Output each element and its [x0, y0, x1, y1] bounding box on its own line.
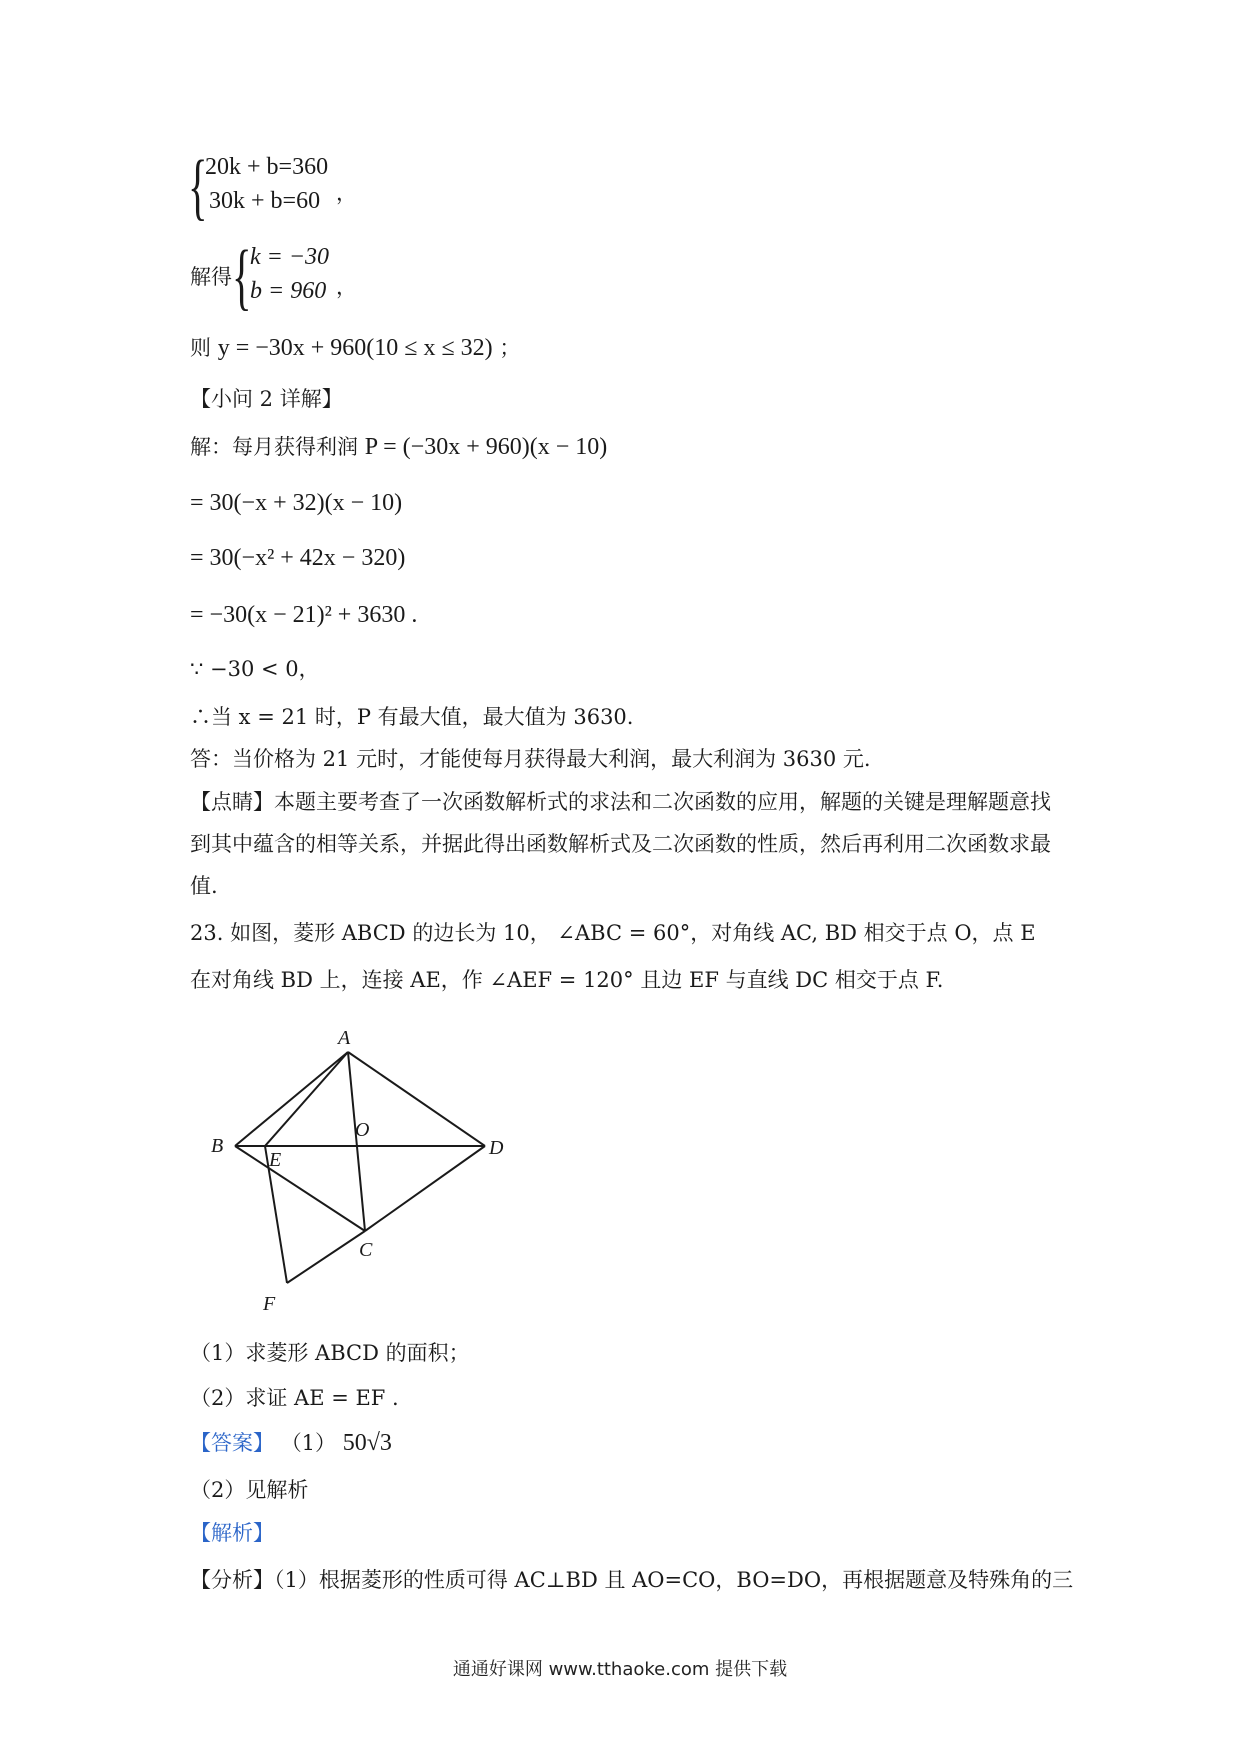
answer-line	[190, 1428, 392, 1458]
analysis-line: 【分析】（1）根据菱形的性质可得 AC⊥BD 且 AO=CO，BO=DO，再根据题意及特殊角的三	[190, 1568, 1074, 1592]
punctuation: ，	[336, 181, 357, 205]
analysis-tag: 【解析】	[190, 1521, 274, 1545]
solution-line: ∴当 x = 21 时，P 有最大值，最大值为 3630.	[190, 705, 634, 729]
equation: 30k + b=60	[209, 188, 321, 214]
segment-ae	[265, 1052, 348, 1146]
solution-line: 答：当价格为 21 元时，才能使每月获得最大利润，最大利润为 3630 元.	[190, 747, 871, 771]
label-o: O	[355, 1119, 370, 1141]
label-a: A	[338, 1030, 351, 1049]
section-header: 【小问 2 详解】	[190, 387, 343, 411]
equation-system-1	[205, 150, 328, 218]
equation: b = 960	[250, 278, 327, 304]
left-brace: {	[232, 236, 252, 318]
formula: P = (−30x + 960)(x − 10)	[364, 434, 608, 460]
rhombus-figure	[205, 1030, 525, 1320]
question-1: （1）求菱形 ABCD 的面积；	[190, 1341, 470, 1365]
page-footer: 通通好课网 www.tthaoke.com 提供下载	[452, 1659, 788, 1680]
segment-dc	[365, 1146, 485, 1231]
label-e: E	[269, 1149, 282, 1171]
equation: k = −30	[250, 244, 330, 270]
problem-23-line-1: 23. 如图，菱形 ABCD 的边长为 10， ∠ABC = 60°，对角线 AC, BD 相交于点 O，点 E	[190, 921, 1036, 945]
text: 解：每月获得利润	[190, 435, 358, 459]
answer-tag: 【答案】	[190, 1431, 274, 1455]
equation: 20k + b=360	[205, 154, 329, 180]
segment-bc	[235, 1146, 365, 1231]
function-result	[190, 333, 520, 363]
formula: y = −30x + 960(10 ≤ x ≤ 32)	[217, 335, 493, 361]
question-2: （2）求证 AE = EF .	[190, 1386, 399, 1410]
label-c: C	[359, 1239, 373, 1261]
text: （1）	[280, 1431, 337, 1455]
solution-line: ∵ −30 < 0，	[190, 657, 320, 681]
equation-system-2	[250, 240, 329, 308]
text: 则	[190, 336, 211, 360]
comment-paragraph: 【点睛】本题主要考查了一次函数解析式的求法和二次函数的应用，解题的关键是理解题意找到其中蕴含的相等关系，并据此得出函数解析式及二次函数的性质，然后再利用二次函数求最值.	[190, 790, 1051, 898]
label-f: F	[263, 1293, 276, 1315]
solution-line: = 30(−x² + 42x − 320)	[190, 545, 406, 571]
answer-value: 50√3	[342, 1430, 392, 1456]
label-d: D	[489, 1137, 504, 1159]
text: ；	[499, 336, 521, 360]
left-brace: {	[188, 146, 208, 228]
segment-ab	[235, 1052, 348, 1146]
punctuation: ，	[336, 275, 357, 299]
solution-line	[190, 432, 607, 462]
segment-fc	[287, 1231, 365, 1283]
answer-line-2: （2）见解析	[190, 1478, 309, 1502]
diagonal-ac	[348, 1052, 365, 1231]
solve-label: 解得	[190, 265, 232, 289]
problem-23-line-2: 在对角线 BD 上，连接 AE，作 ∠AEF = 120° 且边 EF 与直线 DC 相交于点 F.	[190, 968, 944, 992]
solution-line: = 30(−x + 32)(x − 10)	[190, 490, 403, 516]
label-b: B	[211, 1135, 224, 1157]
solution-line: = −30(x − 21)² + 3630 .	[190, 602, 418, 628]
